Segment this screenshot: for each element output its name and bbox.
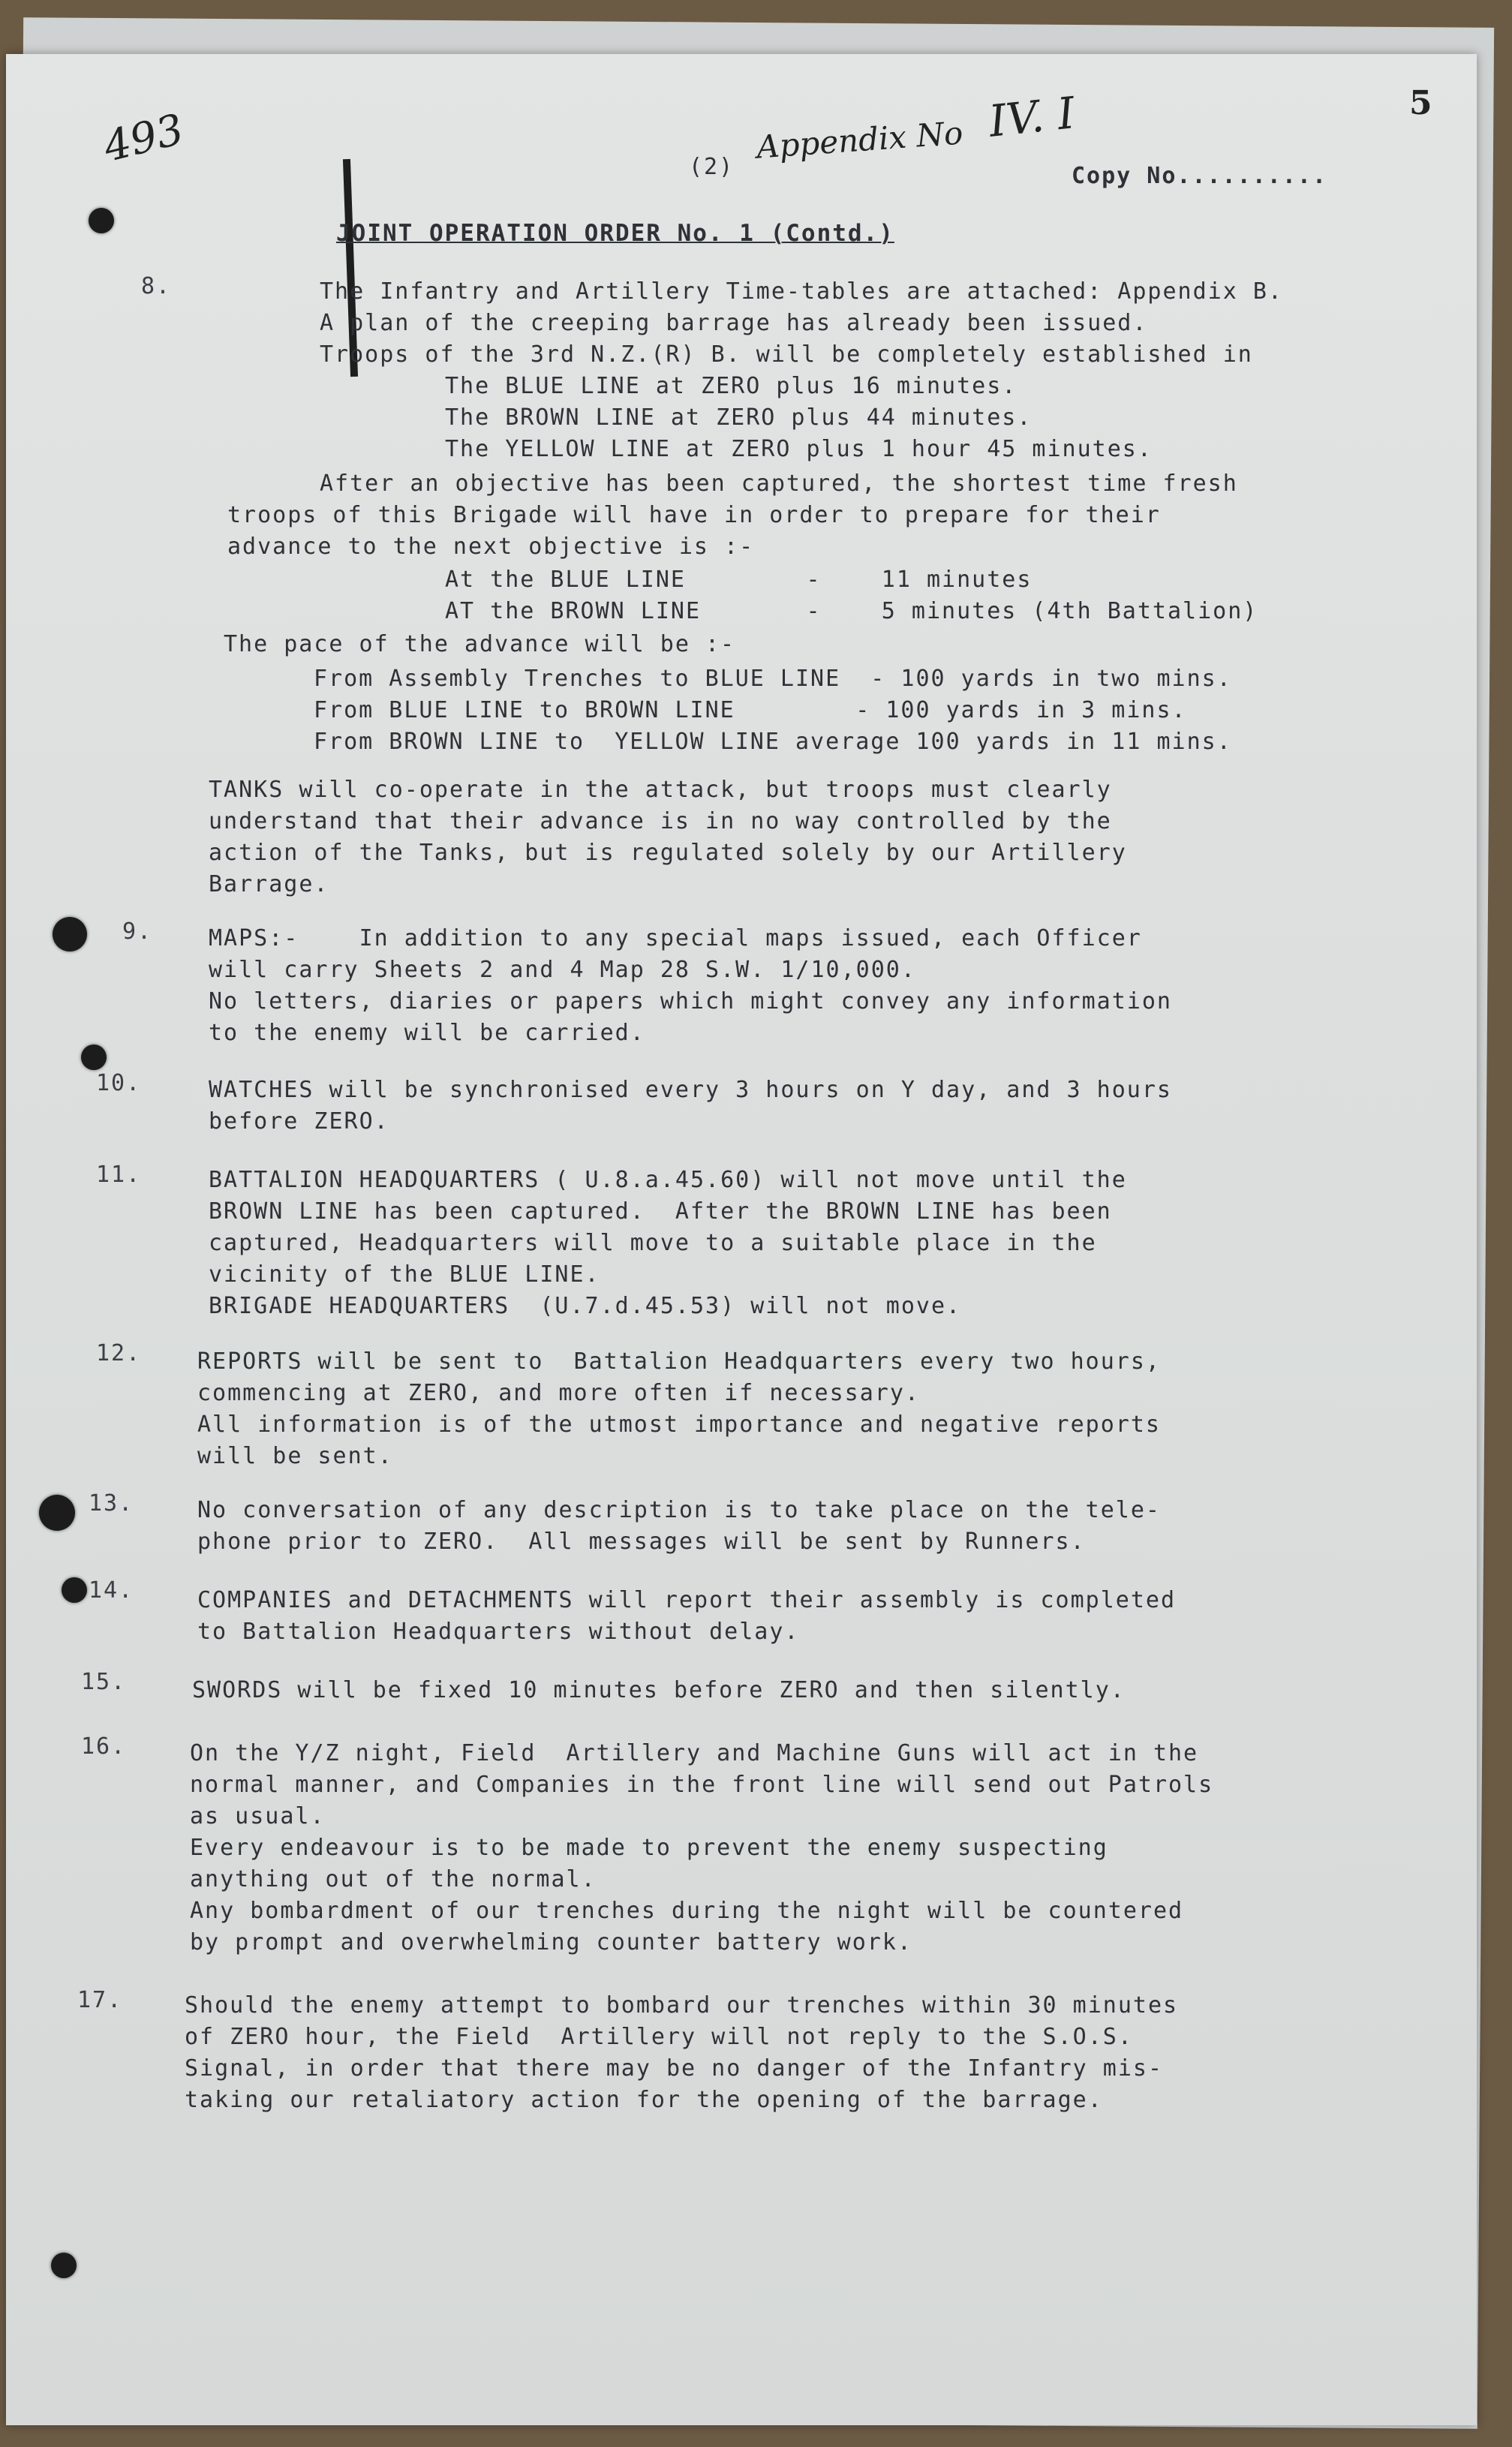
punch-hole xyxy=(51,2253,77,2278)
text-line: by prompt and overwhelming counter battery work. xyxy=(190,1929,912,1955)
text-line: will carry Sheets 2 and 4 Map 28 S.W. 1/10,000. xyxy=(209,957,916,983)
paragraph-number: 17. xyxy=(77,1987,123,2013)
text-line: normal manner, and Companies in the front line will send out Patrols xyxy=(190,1772,1214,1798)
page-number: 5 xyxy=(1409,84,1432,122)
text-line: A plan of the creeping barrage has already been issued. xyxy=(320,310,1148,336)
paragraph-number: 11. xyxy=(96,1162,142,1188)
punch-hole xyxy=(81,1045,107,1070)
text-line: No conversation of any description is to take place on the tele- xyxy=(197,1497,1161,1523)
text-line: AT the BROWN LINE - 5 minutes (4th Battalion) xyxy=(445,598,1258,624)
paragraph-number: 12. xyxy=(96,1340,142,1366)
paragraph-number: 13. xyxy=(89,1490,134,1517)
text-line: On the Y/Z night, Field Artillery and Machine Guns will act in the xyxy=(190,1740,1199,1766)
paragraph-number: 16. xyxy=(81,1733,127,1760)
text-line: anything out of the normal. xyxy=(190,1866,597,1892)
document-page xyxy=(6,54,1477,2425)
text-line: Every endeavour is to be made to prevent the enemy suspecting xyxy=(190,1835,1108,1861)
text-line: COMPANIES and DETACHMENTS will report their assembly is completed xyxy=(197,1587,1176,1613)
folio-number: 493 xyxy=(98,105,189,172)
text-line: captured, Headquarters will move to a suitable place in the xyxy=(209,1230,1097,1256)
text-line: Troops of the 3rd N.Z.(R) B. will be completely established in xyxy=(320,341,1253,368)
text-line: TANKS will co-operate in the attack, but troops must clearly xyxy=(209,777,1112,803)
text-line: of ZERO hour, the Field Artillery will not reply to the S.O.S. xyxy=(185,2024,1133,2050)
text-line: The BROWN LINE at ZERO plus 44 minutes. xyxy=(445,404,1033,431)
copy-number: Copy No.......... xyxy=(1072,163,1328,189)
paragraph-number: 9. xyxy=(122,918,153,945)
text-line: From Assembly Trenches to BLUE LINE - 100 yards in two mins. xyxy=(314,666,1232,692)
text-line: The pace of the advance will be :- xyxy=(224,631,736,657)
text-line: taking our retaliatory action for the opening of the barrage. xyxy=(185,2087,1103,2113)
punch-hole xyxy=(53,917,87,951)
text-line: No letters, diaries or papers which might convey any information xyxy=(209,988,1172,1015)
text-line: At the BLUE LINE - 11 minutes xyxy=(445,567,1033,593)
punch-hole xyxy=(39,1495,75,1531)
punch-hole xyxy=(62,1577,87,1603)
document-title: JOINT OPERATION ORDER No. 1 (Contd.) xyxy=(336,220,894,247)
appendix-number: IV. I xyxy=(986,87,1078,147)
text-line: understand that their advance is in no way controlled by the xyxy=(209,808,1112,834)
text-line: vicinity of the BLUE LINE. xyxy=(209,1261,600,1288)
text-line: will be sent. xyxy=(197,1443,393,1469)
text-line: All information is of the utmost importance and negative reports xyxy=(197,1411,1161,1438)
paragraph-number: 10. xyxy=(96,1070,142,1096)
text-line: troops of this Brigade will have in order to prepare for their xyxy=(227,502,1161,528)
text-line: Any bombardment of our trenches during the night will be countered xyxy=(190,1898,1184,1924)
paragraph-number: 8. xyxy=(141,273,172,299)
text-line: SWORDS will be fixed 10 minutes before ZERO and then silently. xyxy=(192,1677,1126,1703)
text-line: From BROWN LINE to YELLOW LINE average 100 yards in 11 mins. xyxy=(314,729,1232,755)
text-line: before ZERO. xyxy=(209,1108,389,1135)
text-line: phone prior to ZERO. All messages will be sent by Runners. xyxy=(197,1529,1086,1555)
text-line: Signal, in order that there may be no danger of the Infantry mis- xyxy=(185,2055,1163,2082)
text-line: WATCHES will be synchronised every 3 hours on Y day, and 3 hours xyxy=(209,1077,1172,1103)
text-line: REPORTS will be sent to Battalion Headquarters every two hours, xyxy=(197,1348,1161,1375)
text-line: action of the Tanks, but is regulated solely by our Artillery xyxy=(209,840,1127,866)
punch-hole xyxy=(89,208,114,233)
text-line: BATTALION HEADQUARTERS ( U.8.a.45.60) will not move until the xyxy=(209,1167,1127,1193)
text-line: MAPS:- In addition to any special maps issued, each Officer xyxy=(209,925,1142,951)
text-line: to Battalion Headquarters without delay. xyxy=(197,1619,800,1645)
text-line: From BLUE LINE to BROWN LINE - 100 yards in 3 mins. xyxy=(314,697,1187,723)
text-line: BRIGADE HEADQUARTERS (U.7.d.45.53) will not move. xyxy=(209,1293,962,1319)
text-line: The YELLOW LINE at ZERO plus 1 hour 45 minutes. xyxy=(445,436,1153,462)
text-line: The BLUE LINE at ZERO plus 16 minutes. xyxy=(445,373,1018,399)
paragraph-number: 15. xyxy=(81,1669,127,1695)
text-line: The Infantry and Artillery Time-tables are attached: Appendix B. xyxy=(320,278,1283,305)
text-line: to the enemy will be carried. xyxy=(209,1020,645,1046)
paragraph-number: 14. xyxy=(89,1577,134,1604)
sheet-number: (2) xyxy=(689,154,735,180)
appendix-label: Appendix No xyxy=(755,114,964,166)
text-line: Barrage. xyxy=(209,871,329,897)
text-line: Should the enemy attempt to bombard our trenches within 30 minutes xyxy=(185,1992,1179,2019)
text-line: as usual. xyxy=(190,1803,326,1829)
text-line: advance to the next objective is :- xyxy=(227,534,755,560)
text-line: commencing at ZERO, and more often if necessary. xyxy=(197,1380,920,1406)
text-line: BROWN LINE has been captured. After the BROWN LINE has been xyxy=(209,1198,1112,1225)
text-line: After an objective has been captured, the shortest time fresh xyxy=(320,470,1238,497)
